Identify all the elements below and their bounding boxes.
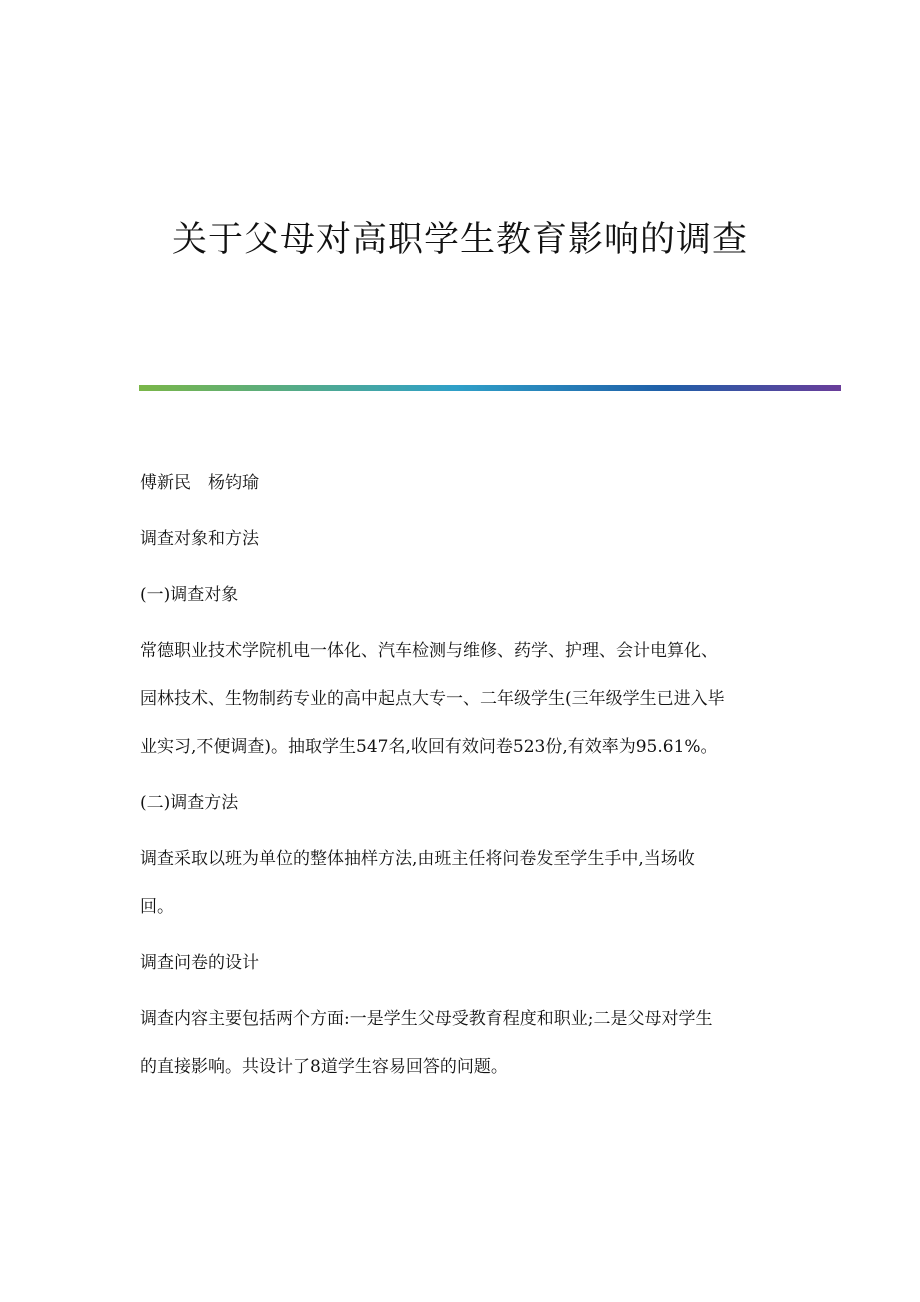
subheading-methods: (二)调查方法 [140,793,239,813]
title-divider [139,385,841,391]
authors: 傅新民 杨钧瑜 [140,473,259,493]
section-heading-questionnaire: 调查问卷的设计 [140,953,259,973]
document-title: 关于父母对高职学生教育影响的调查 [171,220,748,260]
paragraph-questionnaire-line-1: 调查内容主要包括两个方面:一是学生父母受教育程度和职业;二是父母对学生 [140,1009,713,1029]
subheading-subjects: (一)调查对象 [140,585,239,605]
paragraph-methods-line-1: 调查采取以班为单位的整体抽样方法,由班主任将问卷发至学生手中,当场收 [140,849,695,869]
paragraph-questionnaire-line-2: 的直接影响。共设计了8道学生容易回答的问题。 [140,1057,508,1077]
paragraph-subjects-line-2: 园林技术、生物制药专业的高中起点大专一、二年级学生(三年级学生已进入毕 [140,689,725,709]
paragraph-subjects-line-3: 业实习,不便调查)。抽取学生547名,收回有效问卷523份,有效率为95.61%。 [140,737,718,757]
paragraph-methods-line-2: 回。 [140,897,174,917]
paragraph-subjects-line-1: 常德职业技术学院机电一体化、汽车检测与维修、药学、护理、会计电算化、 [140,641,718,661]
section-heading-subjects-methods: 调查对象和方法 [140,529,259,549]
